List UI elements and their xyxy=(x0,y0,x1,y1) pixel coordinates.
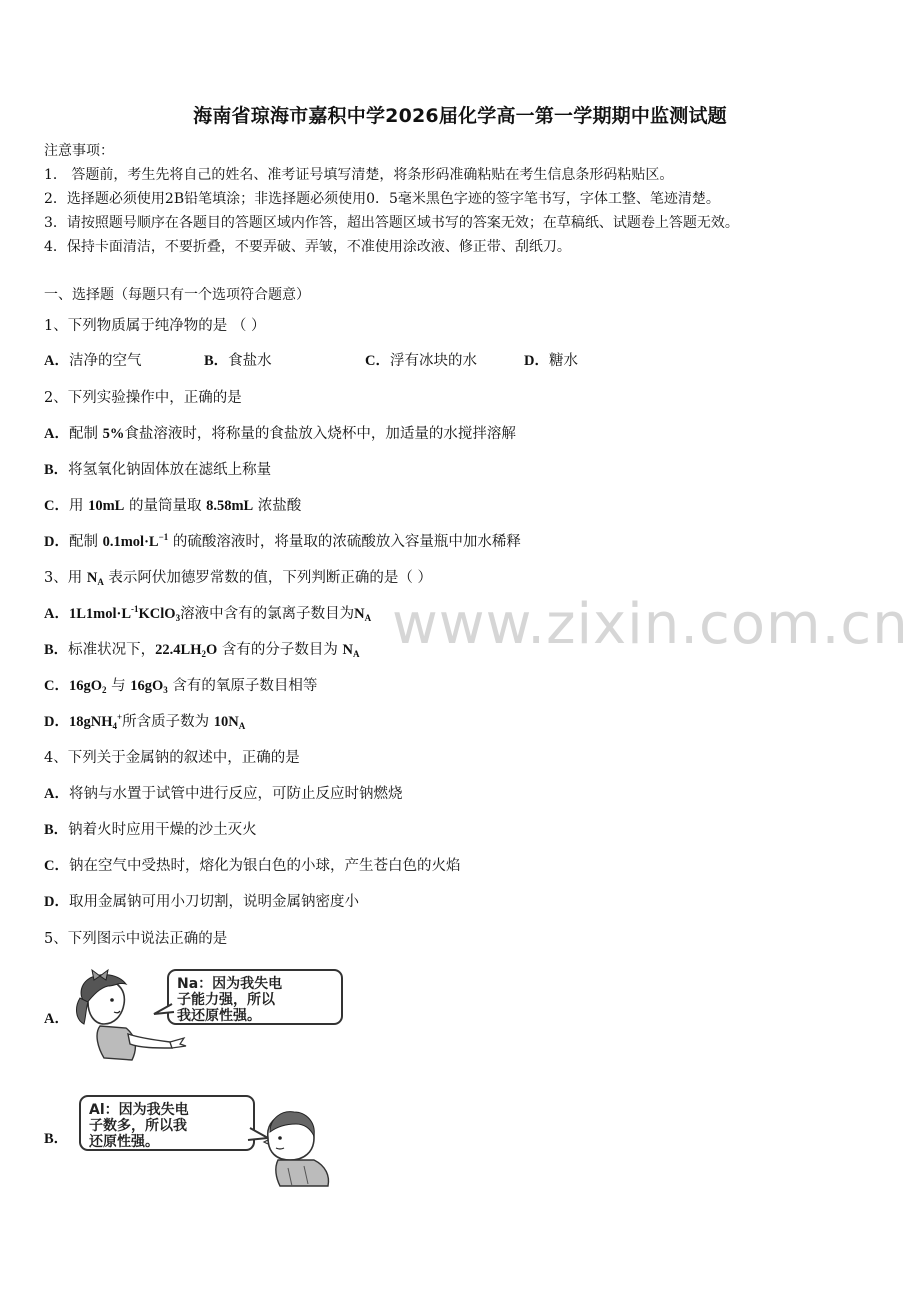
bubble-na-line-3: 我还原性强。 xyxy=(177,1008,261,1024)
note-item-4: 4．保持卡面清洁，不要折叠，不要弄破、弄皱，不准使用涂改液、修正带、刮纸刀。 xyxy=(44,239,571,255)
note-item-2: 2．选择题必须使用2B铅笔填涂；非选择题必须使用0．5毫米黑色字迹的签字笔书写，字体工整、笔迹清楚。 xyxy=(44,191,720,207)
q2-option-c: C．用 10mL 的量筒量取 8.58mL 浓盐酸 xyxy=(44,498,302,514)
question-1-stem: 1、下列物质属于纯净物的是 （ ） xyxy=(44,318,266,334)
section-heading: 一、选择题（每题只有一个选项符合题意） xyxy=(44,287,310,303)
notes-heading: 注意事项： xyxy=(44,143,114,159)
note-item-1: 1． 答题前，考生先将自己的姓名、准考证号填写清楚，将条形码准确粘贴在考生信息条形码粘贴区。 xyxy=(44,167,674,183)
cartoon-al-boy xyxy=(78,1094,340,1188)
speech-bubble-tail xyxy=(154,1004,174,1014)
q1-option-a: A．洁净的空气 xyxy=(44,353,142,369)
speech-bubble-tail xyxy=(248,1128,268,1140)
q4-option-b: B．钠着火时应用干燥的沙土灭火 xyxy=(44,822,257,838)
bubble-na-line-2: 子能力强，所以 xyxy=(177,992,275,1008)
q3-option-d: D．18gNH$_4$+所含质子数为 $10N_A$ xyxy=(44,712,246,731)
cartoon-na-girl xyxy=(74,968,346,1070)
bubble-na-line-1: Na：因为我失电 xyxy=(177,976,283,992)
q3-option-b: B．标准状况下，$22.4LH_2O$ 含有的分子数目为 $N_A$ xyxy=(44,642,360,659)
bubble-al-line-1: Al：因为我失电 xyxy=(89,1102,189,1118)
watermark: www.zixin.com.cn xyxy=(392,592,909,657)
page-title: 海南省琼海市嘉积中学2026届化学高一第一学期期中监测试题 xyxy=(193,105,727,127)
q4-option-c: C．钠在空气中受热时，熔化为银白色的小球，产生苍白色的火焰 xyxy=(44,858,461,874)
q5-option-a-letter: A． xyxy=(44,1011,69,1027)
q1-option-b: B．食盐水 xyxy=(204,353,272,369)
q3-option-c: C．$16gO_2$ 与 $16gO_3$ 含有的氧原子数目相等 xyxy=(44,678,318,695)
q4-option-a: A．将钠与水置于试管中进行反应，可防止反应时钠燃烧 xyxy=(44,786,403,802)
q2-option-b: B．将氢氧化钠固体放在滤纸上称量 xyxy=(44,462,272,478)
note-item-3: 3．请按照题号顺序在各题目的答题区域内作答，超出答题区域书写的答案无效；在草稿纸、试题卷上答题无效。 xyxy=(44,215,739,231)
q1-option-d: D．糖水 xyxy=(524,353,578,369)
question-2-stem: 2、下列实验操作中，正确的是 xyxy=(44,390,242,406)
q3-option-a: A．$1L1mol\cdot L^{-1}KClO_3$溶液中含有的氯离子数目为$N_A$ xyxy=(44,604,372,623)
question-4-stem: 4、下列关于金属钠的叙述中，正确的是 xyxy=(44,750,300,766)
q4-option-d: D．取用金属钠可用小刀切割，说明金属钠密度小 xyxy=(44,894,359,910)
q2-option-d: D．配制 $0.1mol\cdot L^{-1}$ 的硫酸溶液时，将量取的浓硫酸放入容量瓶中加水稀释 xyxy=(44,532,521,550)
q5-option-b-letter: B． xyxy=(44,1131,69,1147)
q1-option-c: C．浮有冰块的水 xyxy=(365,353,477,369)
bubble-al-line-2: 子数多，所以我 xyxy=(89,1118,187,1134)
question-5-stem: 5、下列图示中说法正确的是 xyxy=(44,931,228,947)
q2-option-a: A．配制 5%食盐溶液时，将称量的食盐放入烧杯中，加适量的水搅拌溶解 xyxy=(44,426,516,442)
bubble-al-line-3: 还原性强。 xyxy=(89,1134,159,1150)
question-3-stem: 3、用 $N_A$ 表示阿伏加德罗常数的值，下列判断正确的是（ ） xyxy=(44,570,433,587)
